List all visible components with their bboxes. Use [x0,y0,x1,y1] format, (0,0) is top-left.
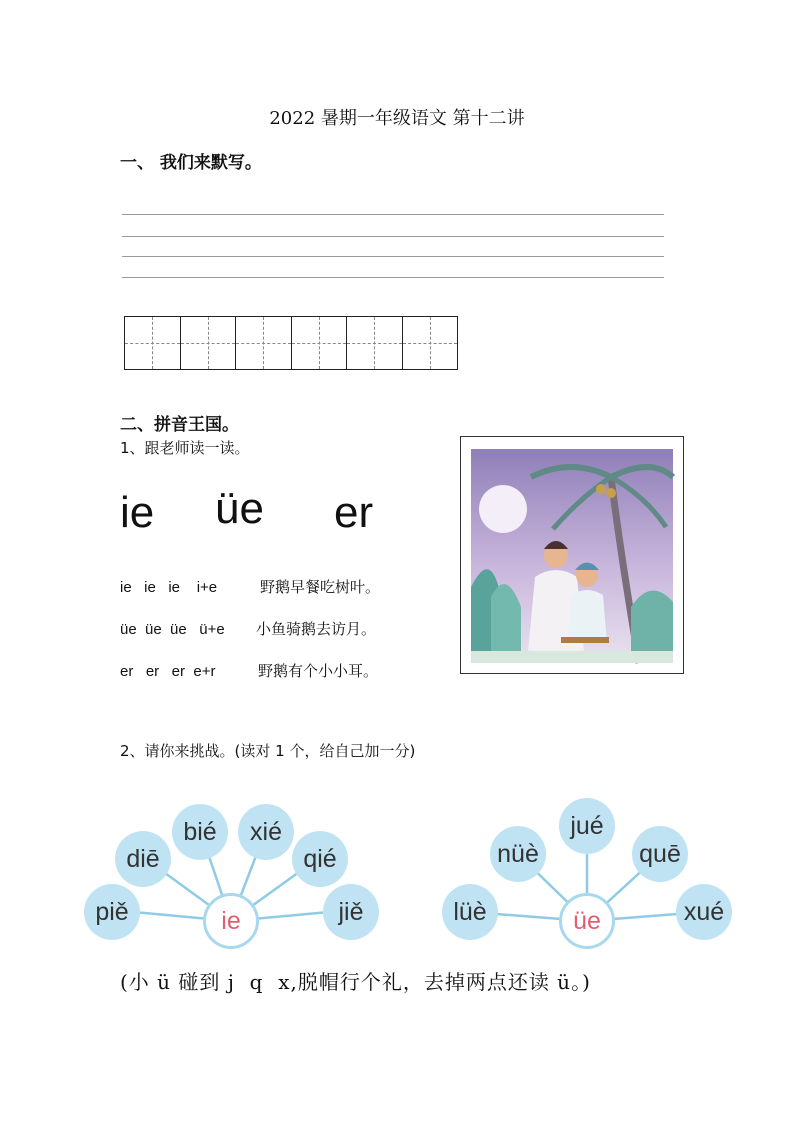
syllable-bubble: piě [84,884,140,940]
writing-line [122,236,664,237]
writing-line [122,214,664,215]
syllable-bubble: jiě [323,884,379,940]
syllable-bubble: quē [632,826,688,882]
writing-line [122,277,664,278]
subheading-read: 1、跟老师读一读。 [120,439,250,457]
reading-row: er er er e+r 野鹅有个小小耳。 [120,662,379,680]
syllable-bubble: diē [115,831,171,887]
illustration-svg [461,437,683,673]
illustration-children-under-tree [460,436,684,674]
subheading-challenge: 2、请你来挑战。(读对 1 个，给自己加一分) [120,742,416,760]
reading-row: üe üe üe ü+e 小鱼骑鹅去访月。 [120,620,377,638]
big-pinyin-er: er [334,488,374,537]
grid-cell [125,317,181,369]
grid-cell [403,317,458,369]
big-pinyin-ie: ie [120,488,155,537]
wheel-center-ue: üe [559,893,615,949]
syllable-bubble: lüè [442,884,498,940]
syllable-bubble: bié [172,804,228,860]
syllable-bubble: jué [559,798,615,854]
big-pinyin-ue: üe [215,484,264,533]
wheel-center-ie: ie [203,893,259,949]
reading-row: ie ie ie i+e 野鹅早餐吃树叶。 [120,578,381,596]
rule-note: (小 ü 碰到 j q x,脱帽行个礼，去掉两点还读 ü。) [120,970,591,994]
page-title: 2022 暑期一年级语文 第十二讲 [269,108,525,129]
syllable-bubble: qié [292,831,348,887]
syllable-bubble: xié [238,804,294,860]
syllable-bubble: nüè [490,826,546,882]
grid-cell [181,317,237,369]
character-writing-grid [124,316,458,370]
grid-cell [292,317,348,369]
grid-cell [236,317,292,369]
section-heading-dictation: 一、 我们来默写。 [120,153,262,173]
syllable-bubble: xué [676,884,732,940]
section-heading-pinyin: 二、拼音王国。 [120,415,239,435]
writing-line [122,256,664,257]
grid-cell [347,317,403,369]
